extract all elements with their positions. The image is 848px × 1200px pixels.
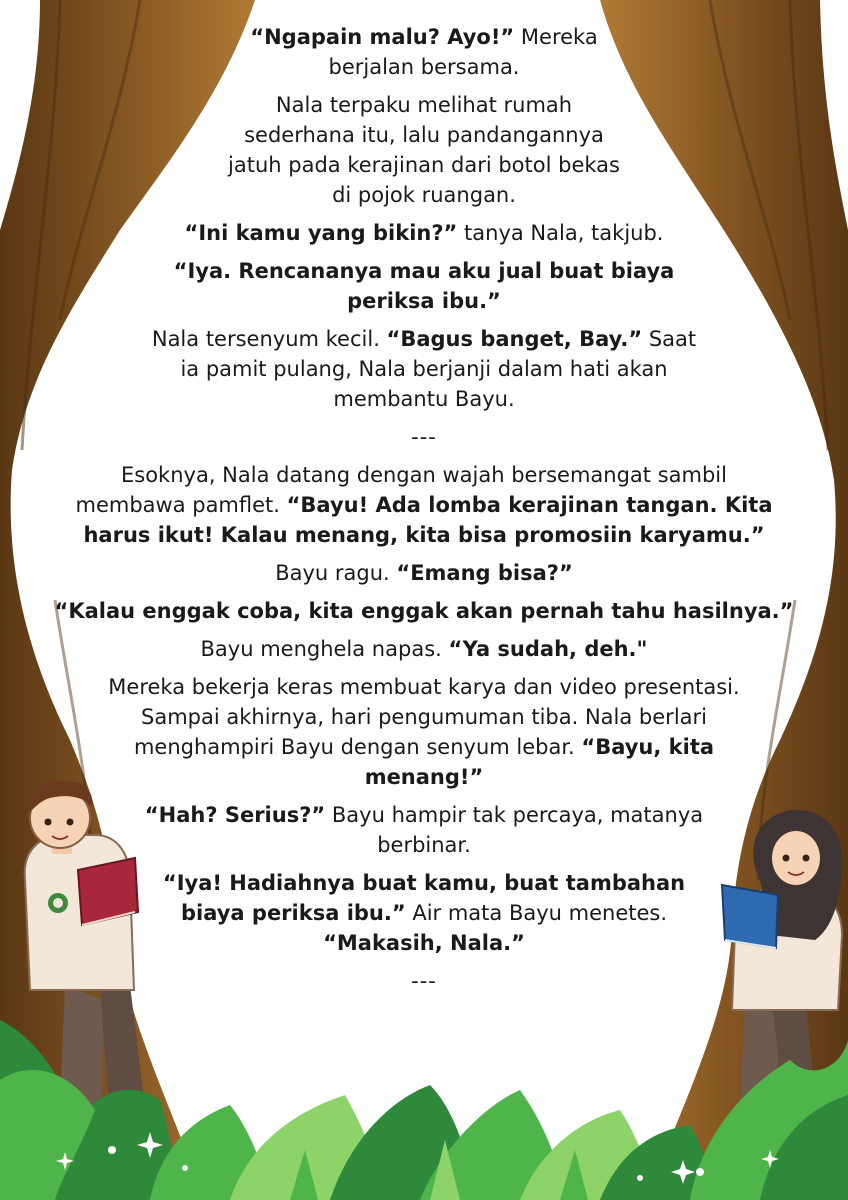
dialogue-text: “Hah? Serius?” [144, 803, 326, 827]
narration-text: sederhana itu, lalu pandangannya [244, 123, 604, 147]
dialogue-text: menang!” [364, 765, 484, 789]
narration-text: Saat [642, 327, 697, 351]
narration-text: berbinar. [377, 833, 471, 857]
story-paragraph [30, 324, 818, 414]
narration-text: Mereka [514, 25, 598, 49]
narration-text: --- [411, 969, 437, 993]
dialogue-text: biaya periksa ibu.” [180, 901, 406, 925]
narration-text: Nala terpaku melihat rumah [275, 93, 573, 117]
story-paragraph [30, 634, 818, 664]
dialogue-text: “Ngapain malu? Ayo!” [250, 25, 515, 49]
dialogue-text: “Emang bisa?” [396, 561, 573, 585]
narration-text: Bayu ragu. [275, 561, 397, 585]
section-separator [30, 966, 818, 996]
dialogue-text: “Kalau enggak coba, kita enggak akan pernah tahu hasilnya.” [54, 599, 794, 623]
dialogue-text: “Bayu, kita [581, 735, 715, 759]
dialogue-text: “Iya. Rencananya mau aku jual buat biaya [173, 259, 675, 283]
narration-text: Sampai akhirnya, hari pengumuman tiba. Nala berlari [141, 705, 707, 729]
narration-text: Bayu hampir tak percaya, matanya [325, 803, 704, 827]
story-paragraph [30, 22, 818, 82]
narration-text: berjalan bersama. [328, 55, 520, 79]
narration-text: ia pamit pulang, Nala berjanji dalam hati akan [180, 357, 668, 381]
dialogue-text: “Makasih, Nala.” [323, 931, 525, 955]
dialogue-text: harus ikut! Kalau menang, kita bisa promosiin karyamu.” [83, 523, 765, 547]
narration-text: Bayu menghela napas. [200, 637, 449, 661]
narration-text: membawa pamflet. [75, 493, 287, 517]
narration-text: Nala tersenyum kecil. [151, 327, 387, 351]
story-paragraph [30, 90, 818, 210]
narration-text: jatuh pada kerajinan dari botol bekas [228, 153, 620, 177]
story-paragraph [30, 218, 818, 248]
narration-text: menghampiri Bayu dengan senyum lebar. [133, 735, 582, 759]
story-paragraph [30, 868, 818, 958]
story-text [30, 22, 818, 1004]
dialogue-text: “Ya sudah, deh." [448, 637, 648, 661]
story-paragraph [30, 800, 818, 860]
story-paragraph [30, 558, 818, 588]
dialogue-text: “Iya! Hadiahnya buat kamu, buat tambahan [162, 871, 686, 895]
story-paragraph [30, 256, 818, 316]
story-paragraph [30, 596, 818, 626]
dialogue-text: “Bagus banget, Bay.” [386, 327, 643, 351]
narration-text: Air mata Bayu menetes. [405, 901, 668, 925]
story-paragraph [30, 460, 818, 550]
narration-text: Mereka bekerja keras membuat karya dan video presentasi. [108, 675, 740, 699]
narration-text: di pojok ruangan. [332, 183, 516, 207]
dialogue-text: “Bayu! Ada lomba kerajinan tangan. Kita [286, 493, 773, 517]
dialogue-text: “Ini kamu yang bikin?” [184, 221, 458, 245]
narration-text: membantu Bayu. [333, 387, 515, 411]
section-separator [30, 422, 818, 452]
dialogue-text: periksa ibu.” [347, 289, 501, 313]
narration-text: tanya Nala, takjub. [457, 221, 664, 245]
narration-text: Esoknya, Nala datang dengan wajah bersemangat sambil [121, 463, 727, 487]
story-paragraph [30, 672, 818, 792]
narration-text: --- [411, 425, 437, 449]
